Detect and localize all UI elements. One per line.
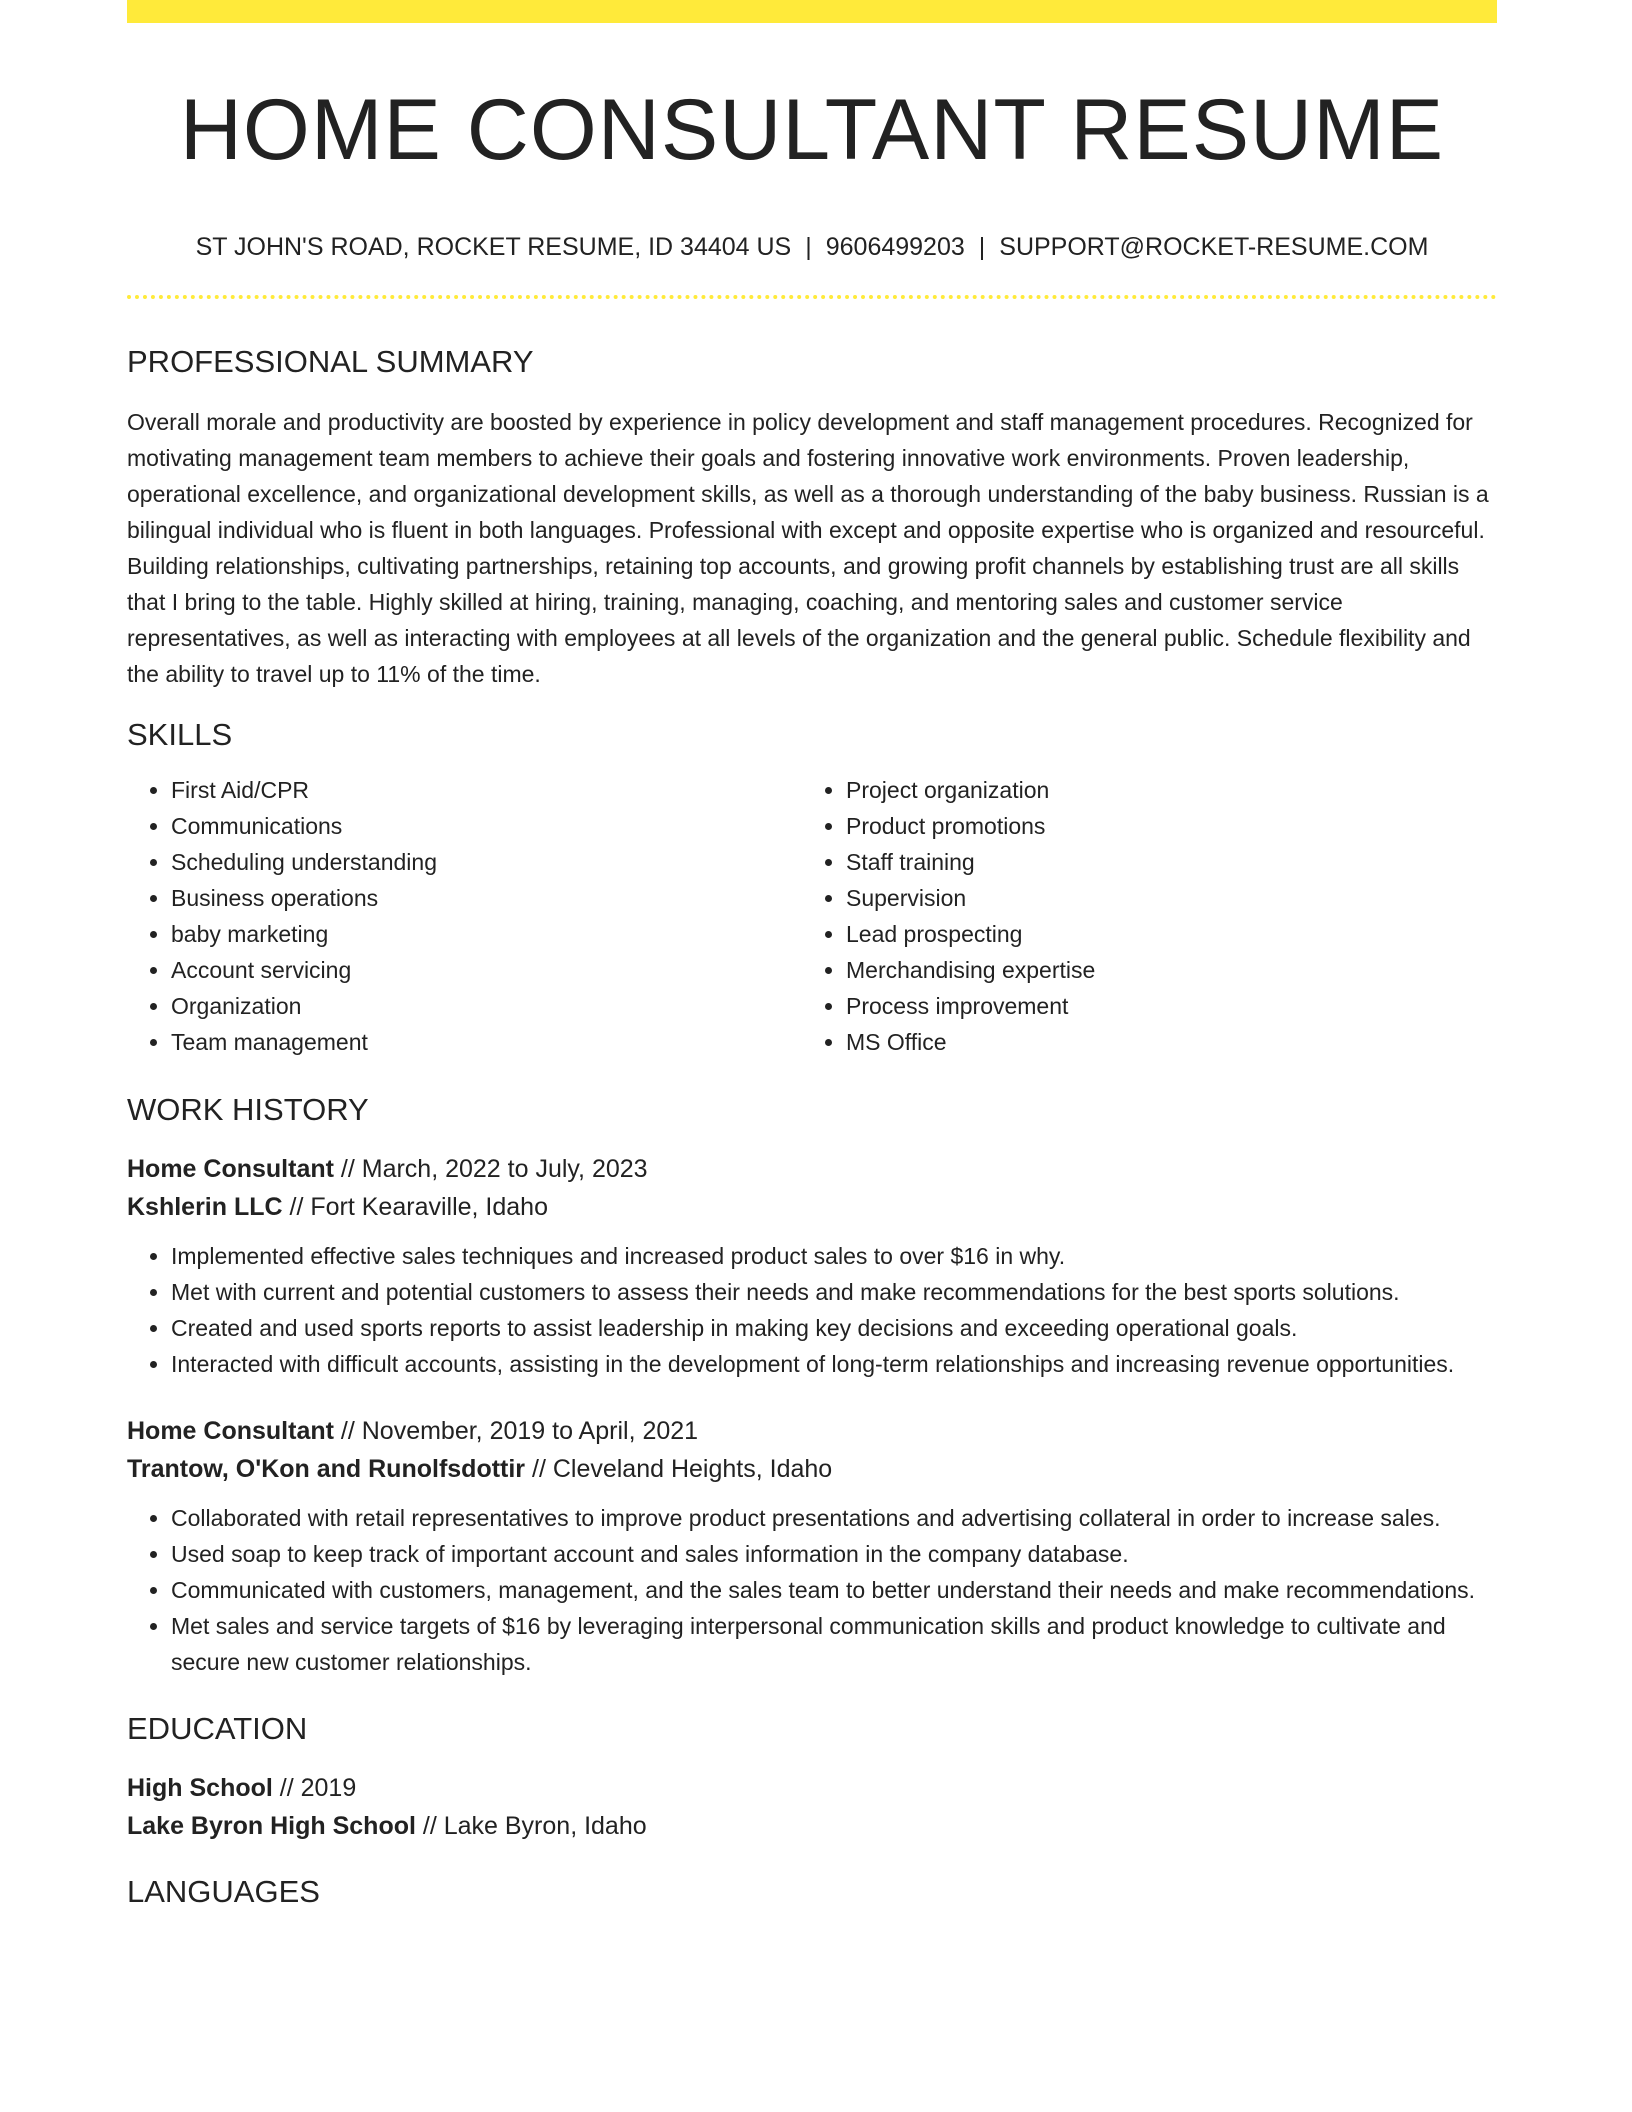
skill-item: • Product promotions [846, 809, 1477, 845]
skill-item: • Organization [171, 989, 802, 1025]
skill-item: • Scheduling understanding [171, 845, 802, 881]
job-entry [127, 1412, 1497, 1680]
job-entry [127, 1150, 1497, 1382]
job-company-line [127, 1450, 1497, 1488]
skill-item: • Supervision [846, 881, 1477, 917]
skill-item: • Team management [171, 1025, 802, 1061]
education-heading: EDUCATION [127, 1710, 308, 1746]
job-bullet: • Met with current and potential customers to assess their needs and make recommendations for the best sports solutions. [171, 1274, 1497, 1310]
job-location: // Cleveland Heights, Idaho [532, 1454, 833, 1483]
education-school: Lake Byron High School [127, 1811, 416, 1840]
skill-item: • Project organization [846, 773, 1477, 809]
job-bullets [127, 1238, 1497, 1382]
skill-item: • baby marketing [171, 917, 802, 953]
job-company-line [127, 1188, 1497, 1226]
education-degree-line [127, 1769, 1497, 1807]
work-history-heading: WORK HISTORY [127, 1091, 369, 1127]
job-bullet: • Implemented effective sales techniques and increased product sales to over $16 in why. [171, 1238, 1497, 1274]
job-company: Trantow, O'Kon and Runolfsdottir [127, 1454, 526, 1483]
education-year: // 2019 [279, 1773, 357, 1802]
education-degree: High School [127, 1773, 273, 1802]
job-title: Home Consultant [127, 1416, 334, 1445]
accent-top-bar [127, 0, 1497, 23]
skills-list [127, 773, 1497, 1060]
skills-heading: SKILLS [127, 717, 233, 753]
skill-item: • Lead prospecting [846, 917, 1477, 953]
summary-heading: PROFESSIONAL SUMMARY [127, 343, 534, 379]
summary-text: Overall morale and productivity are boosted by experience in policy development and staff management procedures. Recognized for motivating management team members to achieve their goals and fostering innovative work environments. Proven leadership, operational excellence, and organizational development skills, as well as a thorough understanding of the baby business. Russian is a bilingual individual who is fluent in both languages. Professional with except and opposite expertise who is organized and resourceful. Building relationships, cultivating partnerships, retaining top accounts, and growing profit channels by establishing trust are all skills that I bring to the table. Highly skilled at hiring, training, managing, coaching, and mentoring sales and customer service representatives, as well as interacting with employees at all levels of the organization and the general public. Schedule flexibility and the ability to travel up to 11% of the time. [127, 409, 1489, 688]
job-dates: // March, 2022 to July, 2023 [340, 1154, 648, 1183]
education-entry [127, 1769, 1497, 1845]
job-title-line [127, 1412, 1497, 1450]
job-dates: // November, 2019 to April, 2021 [340, 1416, 699, 1445]
skill-item: • Business operations [171, 881, 802, 917]
skill-item: • Communications [171, 809, 802, 845]
resume-title: HOME CONSULTANT RESUME [179, 82, 1445, 178]
languages-heading: LANGUAGES [127, 1873, 320, 1909]
education-school-line [127, 1807, 1497, 1845]
skill-item: • Process improvement [846, 989, 1477, 1025]
job-bullets [127, 1500, 1497, 1680]
skill-item: • MS Office [846, 1025, 1477, 1061]
job-company: Kshlerin LLC [127, 1192, 283, 1221]
job-bullet: • Used soap to keep track of important account and sales information in the company database. [171, 1536, 1497, 1572]
resume-page [127, 0, 1497, 1910]
skills-column-left [127, 773, 802, 1060]
contact-separator: | [805, 232, 812, 261]
contact-address: ST JOHN'S ROAD, ROCKET RESUME, ID 34404 US [195, 232, 792, 261]
skill-item: • First Aid/CPR [171, 773, 802, 809]
contact-line [127, 232, 1497, 262]
contact-separator: | [978, 232, 986, 261]
job-bullet: • Created and used sports reports to assist leadership in making key decisions and exceeding operational goals. [171, 1310, 1497, 1346]
job-title-line [127, 1150, 1497, 1188]
education-location: // Lake Byron, Idaho [422, 1811, 647, 1840]
job-location: // Fort Kearaville, Idaho [289, 1192, 548, 1221]
skill-item: • Account servicing [171, 953, 802, 989]
skill-item: • Staff training [846, 845, 1477, 881]
job-bullet: • Communicated with customers, management, and the sales team to better understand their needs and make recommendations. [171, 1572, 1497, 1608]
dotted-divider [127, 295, 1497, 299]
job-bullet: • Interacted with difficult accounts, assisting in the development of long-term relationships and increasing revenue opportunities. [171, 1346, 1497, 1382]
skill-item: • Merchandising expertise [846, 953, 1477, 989]
job-bullet: • Collaborated with retail representatives to improve product presentations and advertising collateral in order to increase sales. [171, 1500, 1497, 1536]
contact-email: SUPPORT@ROCKET-RESUME.COM [999, 232, 1429, 261]
skills-column-right [802, 773, 1477, 1060]
contact-phone: 9606499203 [825, 232, 965, 261]
job-title: Home Consultant [127, 1154, 334, 1183]
job-bullet: • Met sales and service targets of $16 by leveraging interpersonal communication skills and product knowledge to cultivate and secure new customer relationships. [171, 1608, 1497, 1680]
